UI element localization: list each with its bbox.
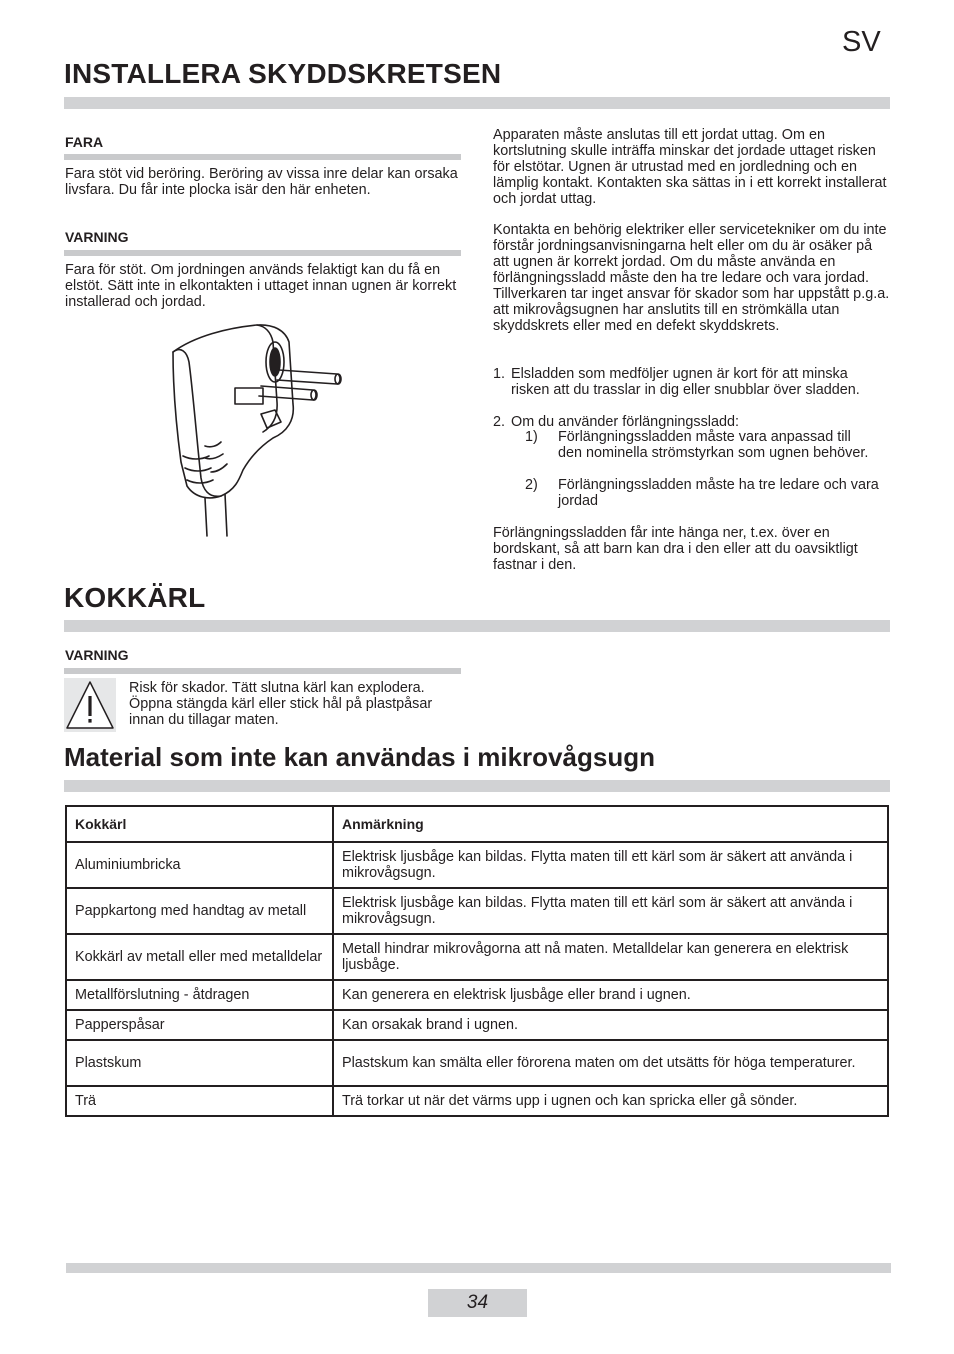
kokkarl-warning-text: Risk för skador. Tätt slutna kärl kan explodera. Öppna stängda kärl eller stick hål på plastpåsar innan du tillagar maten. [129, 680, 433, 728]
warning-triangle-icon [64, 678, 116, 732]
table-cell-note: Trä torkar ut när det värms upp i ugnen och kan spricka eller gå sönder. [333, 1086, 888, 1116]
footer-divider [66, 1263, 891, 1273]
grounding-paragraph: Apparaten måste anslutas till ett jordat uttag. Om en kortslutning skulle inträffa minskar det jordade uttaget risken för elstötar. Ugnen är utrustad med en jordledning och en lämplig kontakt. Kontakten ska sättas in i ett korrekt installerat och jordat uttag. [493, 127, 887, 207]
table-row [66, 1086, 888, 1116]
sub-list-number: 2) [525, 477, 538, 493]
table-cell-note: Metall hindrar mikrovågorna att nå maten. Metalldelar kan generera en elektrisk ljusbåge. [333, 934, 888, 980]
label-rule [64, 154, 461, 160]
sub-list-item [525, 429, 891, 461]
section-title-material: Material som inte kan användas i mikrovågsugn [64, 742, 655, 772]
label-rule [64, 250, 461, 256]
electrician-paragraph: Kontakta en behörig elektriker eller servicetekniker om du inte förstår jordningsanvisningarna helt eller om du är osäker på att ugnen är korrekt jordad. Om du måste använda en förlängningssladd måste den ha tre ledare och vara jordad. Tillverkaren tar inget ansvar för skador som har uppstått p.g.a. att mikrovågsugnen har anslutits till en strömkälla utan skyddskrets eller med en defekt skyddskrets. [493, 222, 890, 334]
section-divider [64, 97, 890, 109]
sub-list-item [525, 477, 891, 509]
table-cell-material: Aluminiumbricka [66, 842, 333, 888]
fara-text: Fara stöt vid beröring. Beröring av vissa inre delar kan orsaka livsfara. Du får inte plocka isär den här enheten. [65, 166, 458, 198]
table-row [66, 1040, 888, 1086]
list-number: 2. [493, 414, 506, 430]
sub-list-number: 1) [525, 429, 538, 445]
section-title-installera: INSTALLERA SKYDDSKRETSEN [64, 58, 502, 89]
table-header-row [66, 806, 888, 842]
table-cell-material: Trä [66, 1086, 333, 1116]
table-cell-note: Kan generera en elektrisk ljusbåge eller brand i ugnen. [333, 980, 888, 1010]
varning-label: VARNING [65, 647, 129, 663]
language-code: SV [842, 26, 881, 58]
fara-label: FARA [65, 134, 104, 150]
table-cell-material: Pappkartong med handtag av metall [66, 888, 333, 934]
label-rule [64, 668, 461, 674]
table-cell-note: Elektrisk ljusbåge kan bildas. Flytta maten till ett kärl som är säkert att använda i mikrovågsugn. [333, 888, 888, 934]
item1-text: Elsladden som medföljer ugnen är kort för att minska risken att du trasslar in dig eller snubblar över sladden. [511, 366, 860, 398]
table-cell-note: Plastskum kan smälta eller förorena maten om det utsätts för höga temperaturer. [333, 1040, 888, 1086]
column-header: Kokkärl [66, 806, 333, 842]
extension-cord-paragraph: Förlängningssladden får inte hänga ner, t.ex. över en bordskant, så att barn kan dra i den eller att du oavsiktligt fastnar i den. [493, 525, 858, 573]
list-text [511, 366, 883, 398]
table-cell-material: Kokkärl av metall eller med metalldelar [66, 934, 333, 980]
table-cell-material: Plastskum [66, 1040, 333, 1086]
list-text: Om du använder förlängningssladd: [511, 414, 739, 430]
materials-table [65, 805, 889, 1117]
page-number: 34 [428, 1289, 527, 1317]
table-cell-note: Kan orsakak brand i ugnen. [333, 1010, 888, 1040]
section-title-kokkarl: KOKKÄRL [64, 582, 206, 613]
section-divider [64, 620, 890, 632]
table-cell-material: Papperspåsar [66, 1010, 333, 1040]
table-row [66, 888, 888, 934]
list-item [493, 366, 891, 398]
varning-label: VARNING [65, 229, 129, 245]
sub-list-text: Förlängningssladden måste vara anpassad till den nominella strömstyrkan som ugnen behöver. [558, 429, 869, 461]
list-number: 1. [493, 366, 506, 382]
table-row [66, 934, 888, 980]
table-cell-material: Metallförslutning - åtdragen [66, 980, 333, 1010]
section-divider [64, 780, 890, 792]
grounded-plug-icon [165, 322, 345, 540]
varning-text: Fara för stöt. Om jordningen används felaktigt kan du få en elstöt. Sätt inte in elkontakten i uttaget innan ugnen är korrekt installerad och jordad. [65, 262, 457, 310]
table-row [66, 980, 888, 1010]
table-cell-note: Elektrisk ljusbåge kan bildas. Flytta maten till ett kärl som är säkert att använda i mikrovågsugn. [333, 842, 888, 888]
table-row [66, 842, 888, 888]
sub-list-text: Förlängningssladden måste ha tre ledare och vara jordad [558, 477, 879, 509]
column-header: Anmärkning [333, 806, 888, 842]
table-row [66, 1010, 888, 1040]
